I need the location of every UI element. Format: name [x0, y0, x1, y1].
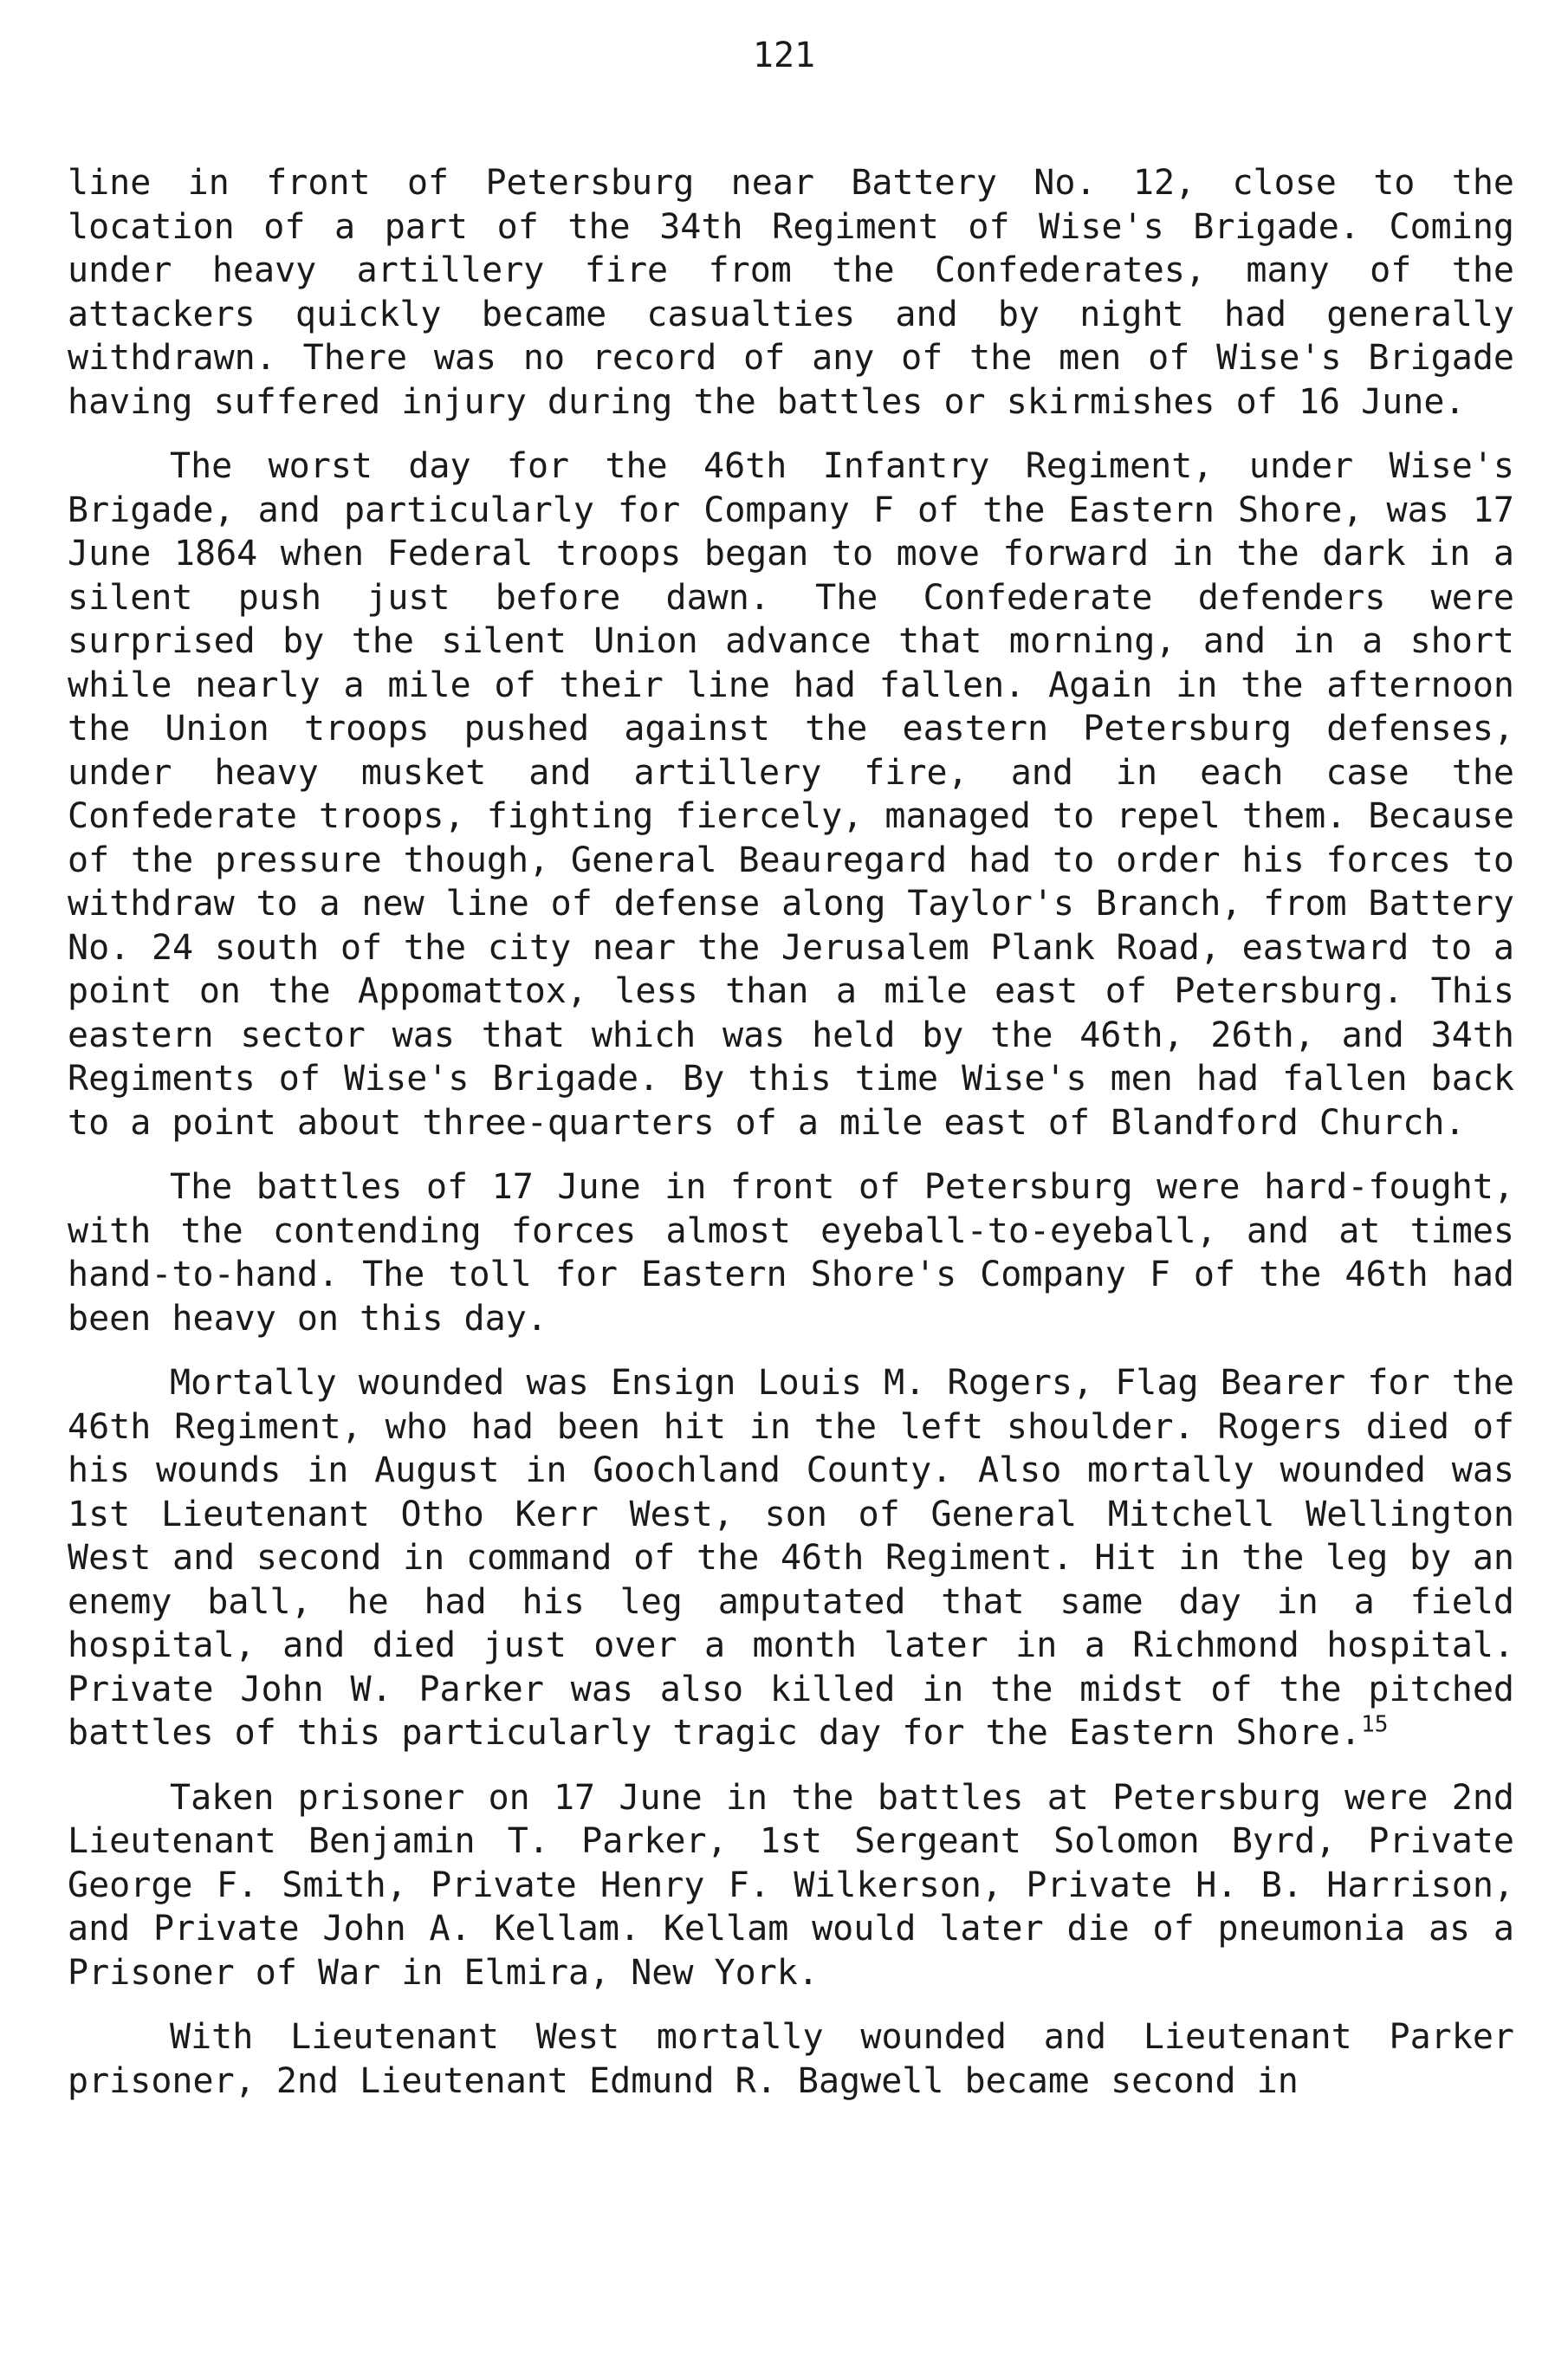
- paragraph-1-text: line in front of Petersburg near Battery No. 12, close to the location of a part of the 34th Regiment of Wise's Brigade. Coming under heavy artillery fire from the Confederates, many of the attackers quickly became casualties and by night had generally withdrawn. There was no record of any of the men of Wise's Brigade having suffered injury during the battles or skirmishes of 16 June.: [68, 163, 1514, 422]
- page-number: 121: [752, 36, 816, 75]
- paragraph-4-text: Mortally wounded was Ensign Louis M. Rogers, Flag Bearer for the 46th Regiment, who had been hit in the left shoulder. Rogers died of his wounds in August in Goochland County. Also mortally wounded was 1st Lieutenant Otho Kerr West, son of General Mitchell Wellington West and second in command of the 46th Regiment. Hit in the leg by an enemy ball, he had his leg amputated that same day in a field hospital, and died just over a month later in a Richmond hospital. Private John W. Parker was also killed in the midst of the pitched battles of this particularly tragic day for the Eastern Shore.: [68, 1363, 1514, 1753]
- paragraph-4: [68, 1361, 1514, 1755]
- paragraph-3-text: The battles of 17 June in front of Petersburg were hard-fought, with the contending forces almost eyeball-to-eyeball, and at times hand-to-hand. The toll for Eastern Shore's Company F of the 46th had been heavy on this day.: [68, 1167, 1514, 1339]
- footnote-marker[interactable]: 15: [1361, 1711, 1389, 1738]
- paragraph-2: [68, 444, 1514, 1145]
- paragraph-3: [68, 1165, 1514, 1340]
- paragraph-2-text: The worst day for the 46th Infantry Regiment, under Wise's Brigade, and particularly for Company F of the Eastern Shore, was 17 June 1864 when Federal troops began to move forward in the dark in a silent push just before dawn. The Confederate defenders were surprised by the silent Union advance that morning, and in a short while nearly a mile of their line had fallen. Again in the afternoon the Union troops pushed against the eastern Petersburg defenses, under heavy musket and artillery fire, and in each case the Confederate troops, fighting fiercely, managed to repel them. Because of the pressure though, General Beauregard had to order his forces to withdraw to a new line of defense along Taylor's Branch, from Battery No. 24 south of the city near the Jerusalem Plank Road, eastward to a point on the Appomattox, less than a mile east of Petersburg. This eastern sector was that which was held by the 46th, 26th, and 34th Regiments of Wise's Brigade. By this time Wise's men had fallen back to a point about three-quarters of a mile east of Blandford Church.: [68, 446, 1514, 1143]
- paragraph-6: [68, 2015, 1514, 2103]
- body-text: [68, 161, 1514, 2124]
- paragraph-1: [68, 161, 1514, 424]
- paragraph-5-text: Taken prisoner on 17 June in the battles at Petersburg were 2nd Lieutenant Benjamin T. Parker, 1st Sergeant Solomon Byrd, Private George F. Smith, Private Henry F. Wilkerson, Private H. B. Harrison, and Private John A. Kellam. Kellam would later die of pneumonia as a Prisoner of War in Elmira, New York.: [68, 1777, 1514, 1993]
- paragraph-6-text: With Lieutenant West mortally wounded and Lieutenant Parker prisoner, 2nd Lieutenant Edmund R. Bagwell became second in: [68, 2017, 1514, 2101]
- paragraph-5: [68, 1776, 1514, 1995]
